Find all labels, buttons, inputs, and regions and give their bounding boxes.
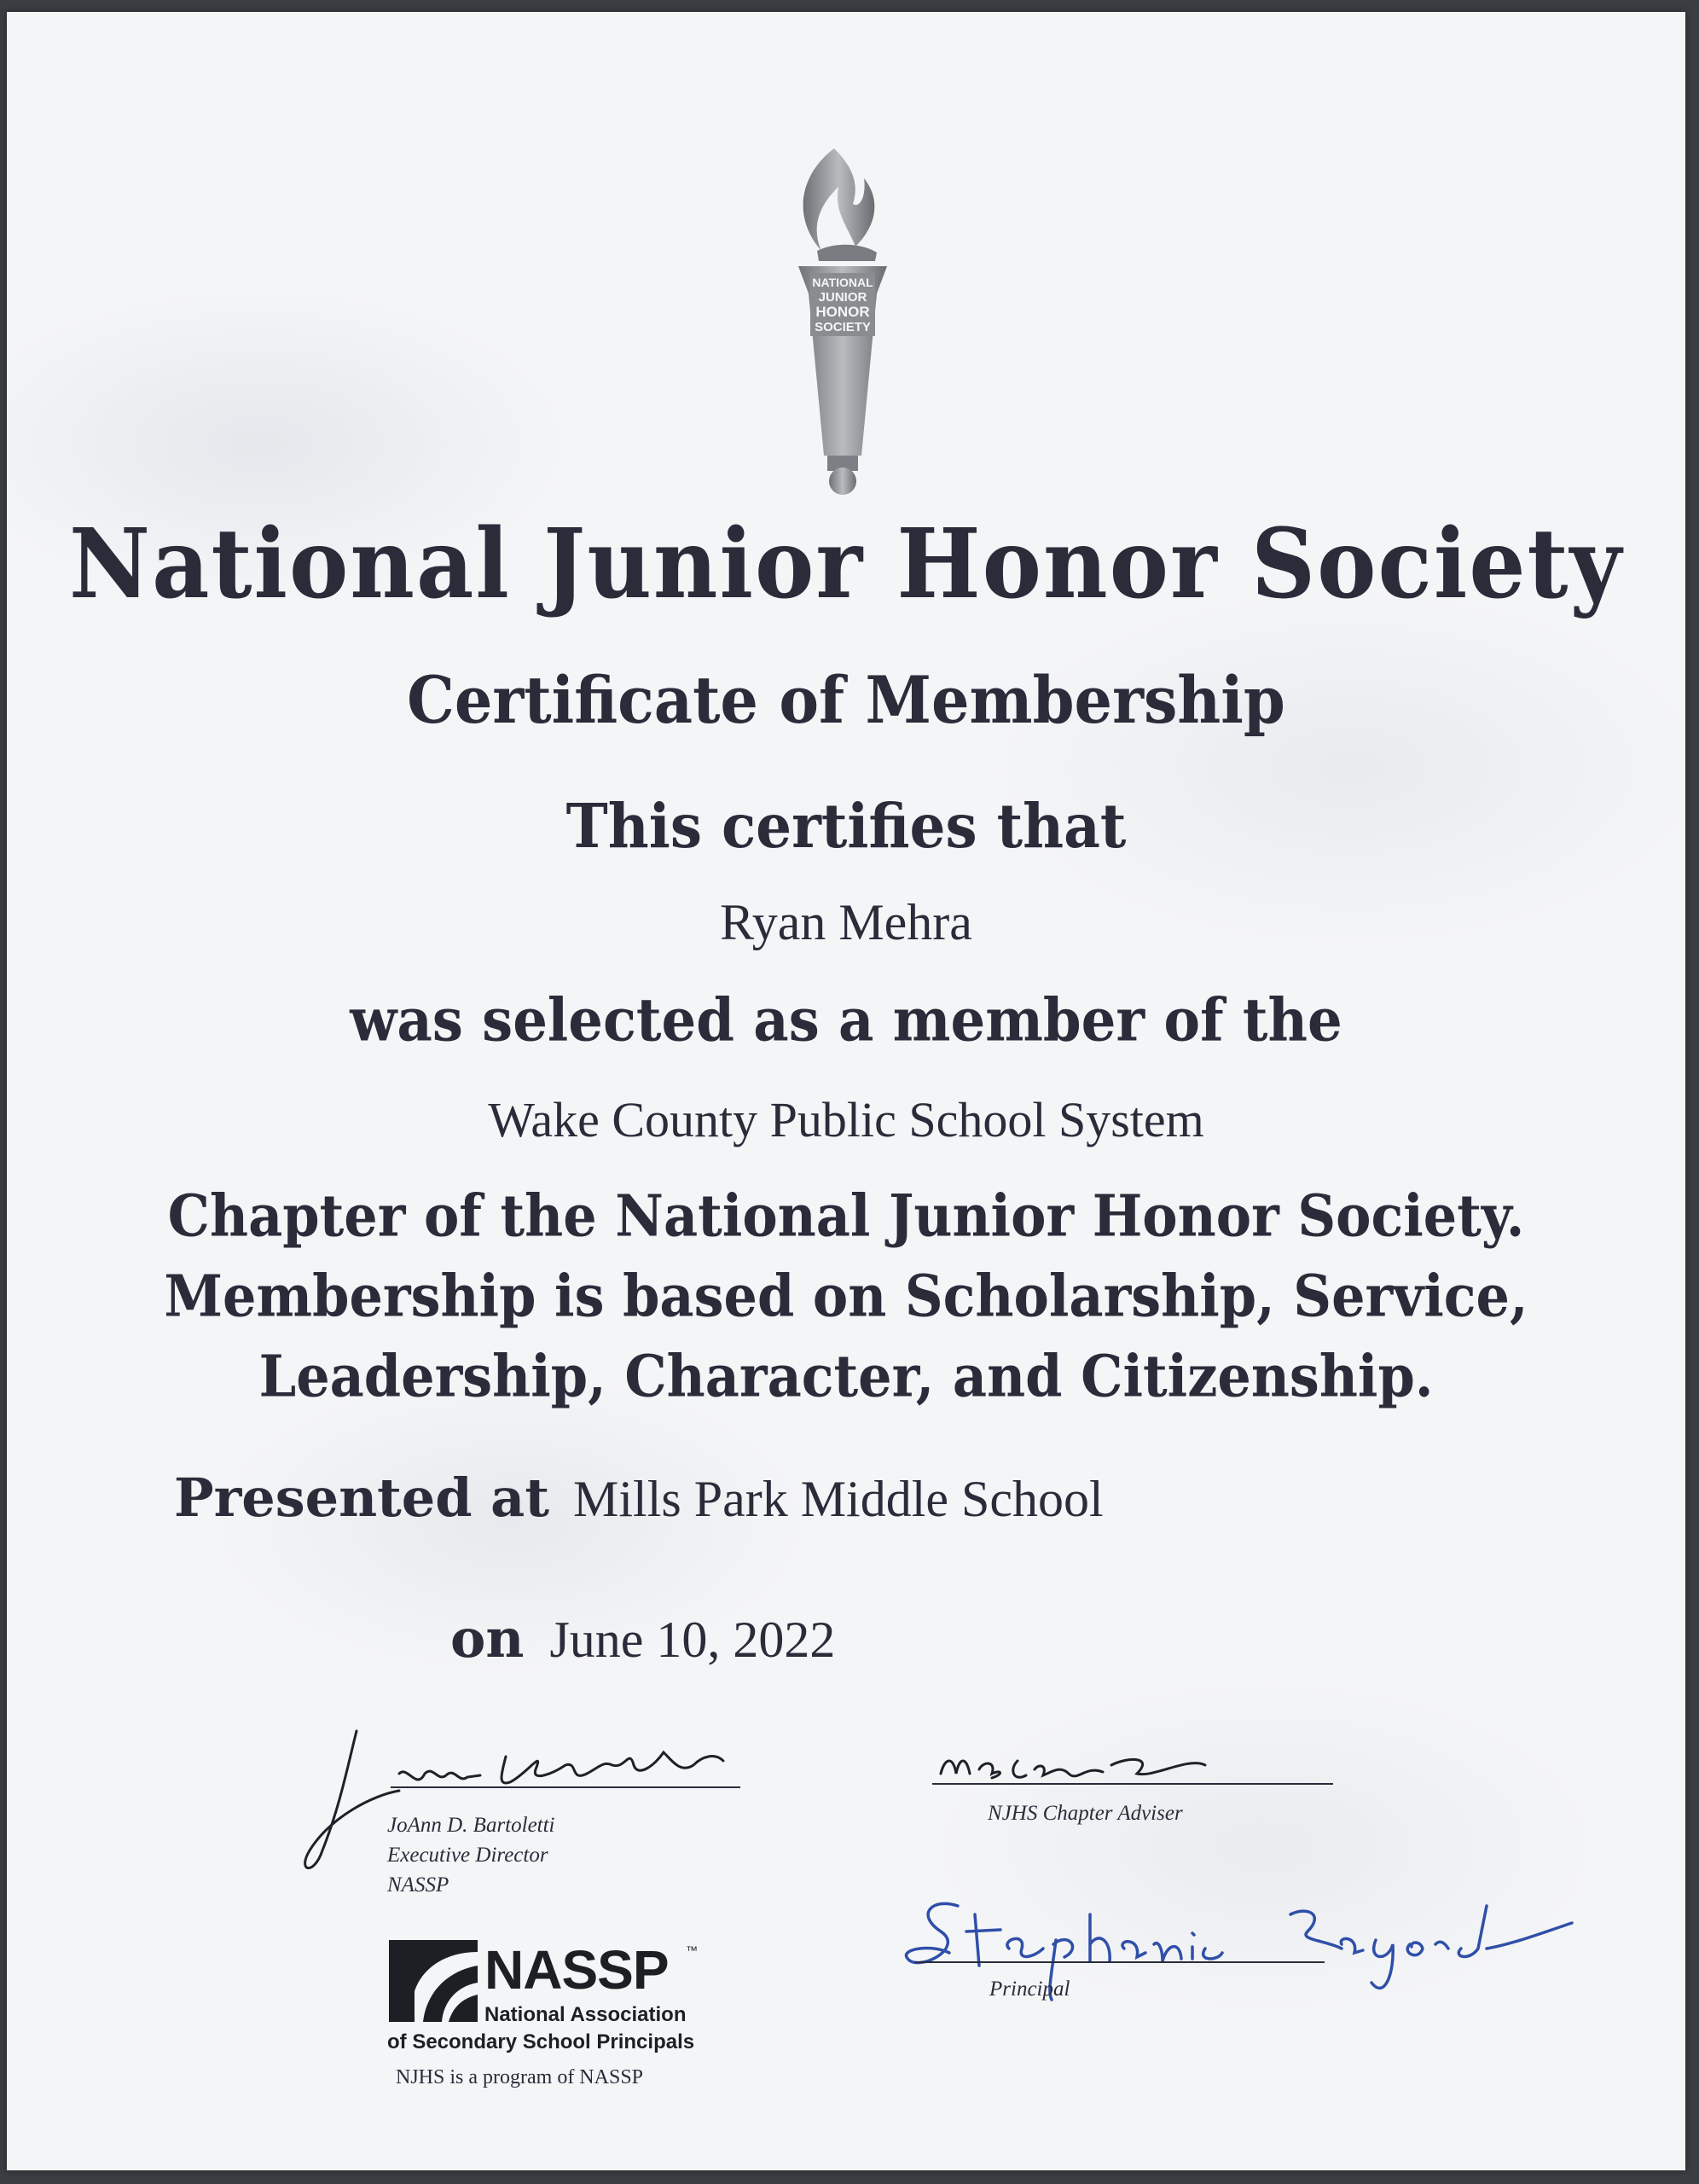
- certificate-paper: [7, 12, 1685, 2170]
- presented-at-row: [174, 1467, 1104, 1530]
- nassp-name-line: of Secondary School Principals: [387, 2030, 695, 2053]
- date-row: [450, 1607, 835, 1670]
- district-name: Wake County Public School System: [488, 1092, 1204, 1147]
- certificate-title: National Junior Honor Society: [69, 507, 1623, 620]
- torch-text-line: HONOR: [815, 304, 870, 320]
- statement-line: Chapter of the National Junior Honor Society.: [167, 1182, 1525, 1250]
- torch-text-line: SOCIETY: [815, 320, 871, 334]
- director-signature-block: [387, 1810, 555, 1900]
- school-name: Mills Park Middle School: [573, 1471, 1104, 1527]
- nassp-name-line: National Association: [484, 2003, 687, 2026]
- nassp-wordmark: NASSP: [484, 1939, 669, 2001]
- adviser-title: NJHS Chapter Adviser: [988, 1802, 1183, 1825]
- statement-line: Leadership, Character, and Citizenship.: [258, 1343, 1434, 1410]
- statement-line: Membership is based on Scholarship, Service,: [164, 1263, 1528, 1330]
- selected-text: was selected as a member of the: [350, 986, 1342, 1055]
- adviser-signature-image: [932, 1731, 1342, 1799]
- presented-label: Presented at: [174, 1467, 549, 1529]
- torch-text-line: JUNIOR: [818, 290, 867, 305]
- torch-text-line: NATIONAL: [812, 276, 873, 289]
- director-org: NASSP: [387, 1873, 449, 1896]
- nassp-mark-icon: [389, 1940, 478, 2022]
- recipient-name: Ryan Mehra: [720, 894, 972, 950]
- certificate-subtitle: Certificate of Membership: [407, 661, 1285, 739]
- njhs-torch-logo: [774, 140, 911, 498]
- nassp-logo: [382, 1938, 706, 2075]
- nassp-program-note: NJHS is a program of NASSP: [396, 2066, 644, 2088]
- adviser-signature-block: [988, 1798, 1183, 1828]
- principal-signature-block: [989, 1974, 1070, 2004]
- nassp-trademark: ™: [686, 1943, 698, 1957]
- principal-title: Principal: [989, 1978, 1070, 2001]
- presentation-date: June 10, 2022: [549, 1612, 836, 1668]
- director-name: JoAnn D. Bartoletti: [387, 1814, 555, 1837]
- on-label: on: [450, 1607, 525, 1670]
- certifies-text: This certifies that: [565, 789, 1127, 863]
- director-title: Executive Director: [387, 1844, 548, 1867]
